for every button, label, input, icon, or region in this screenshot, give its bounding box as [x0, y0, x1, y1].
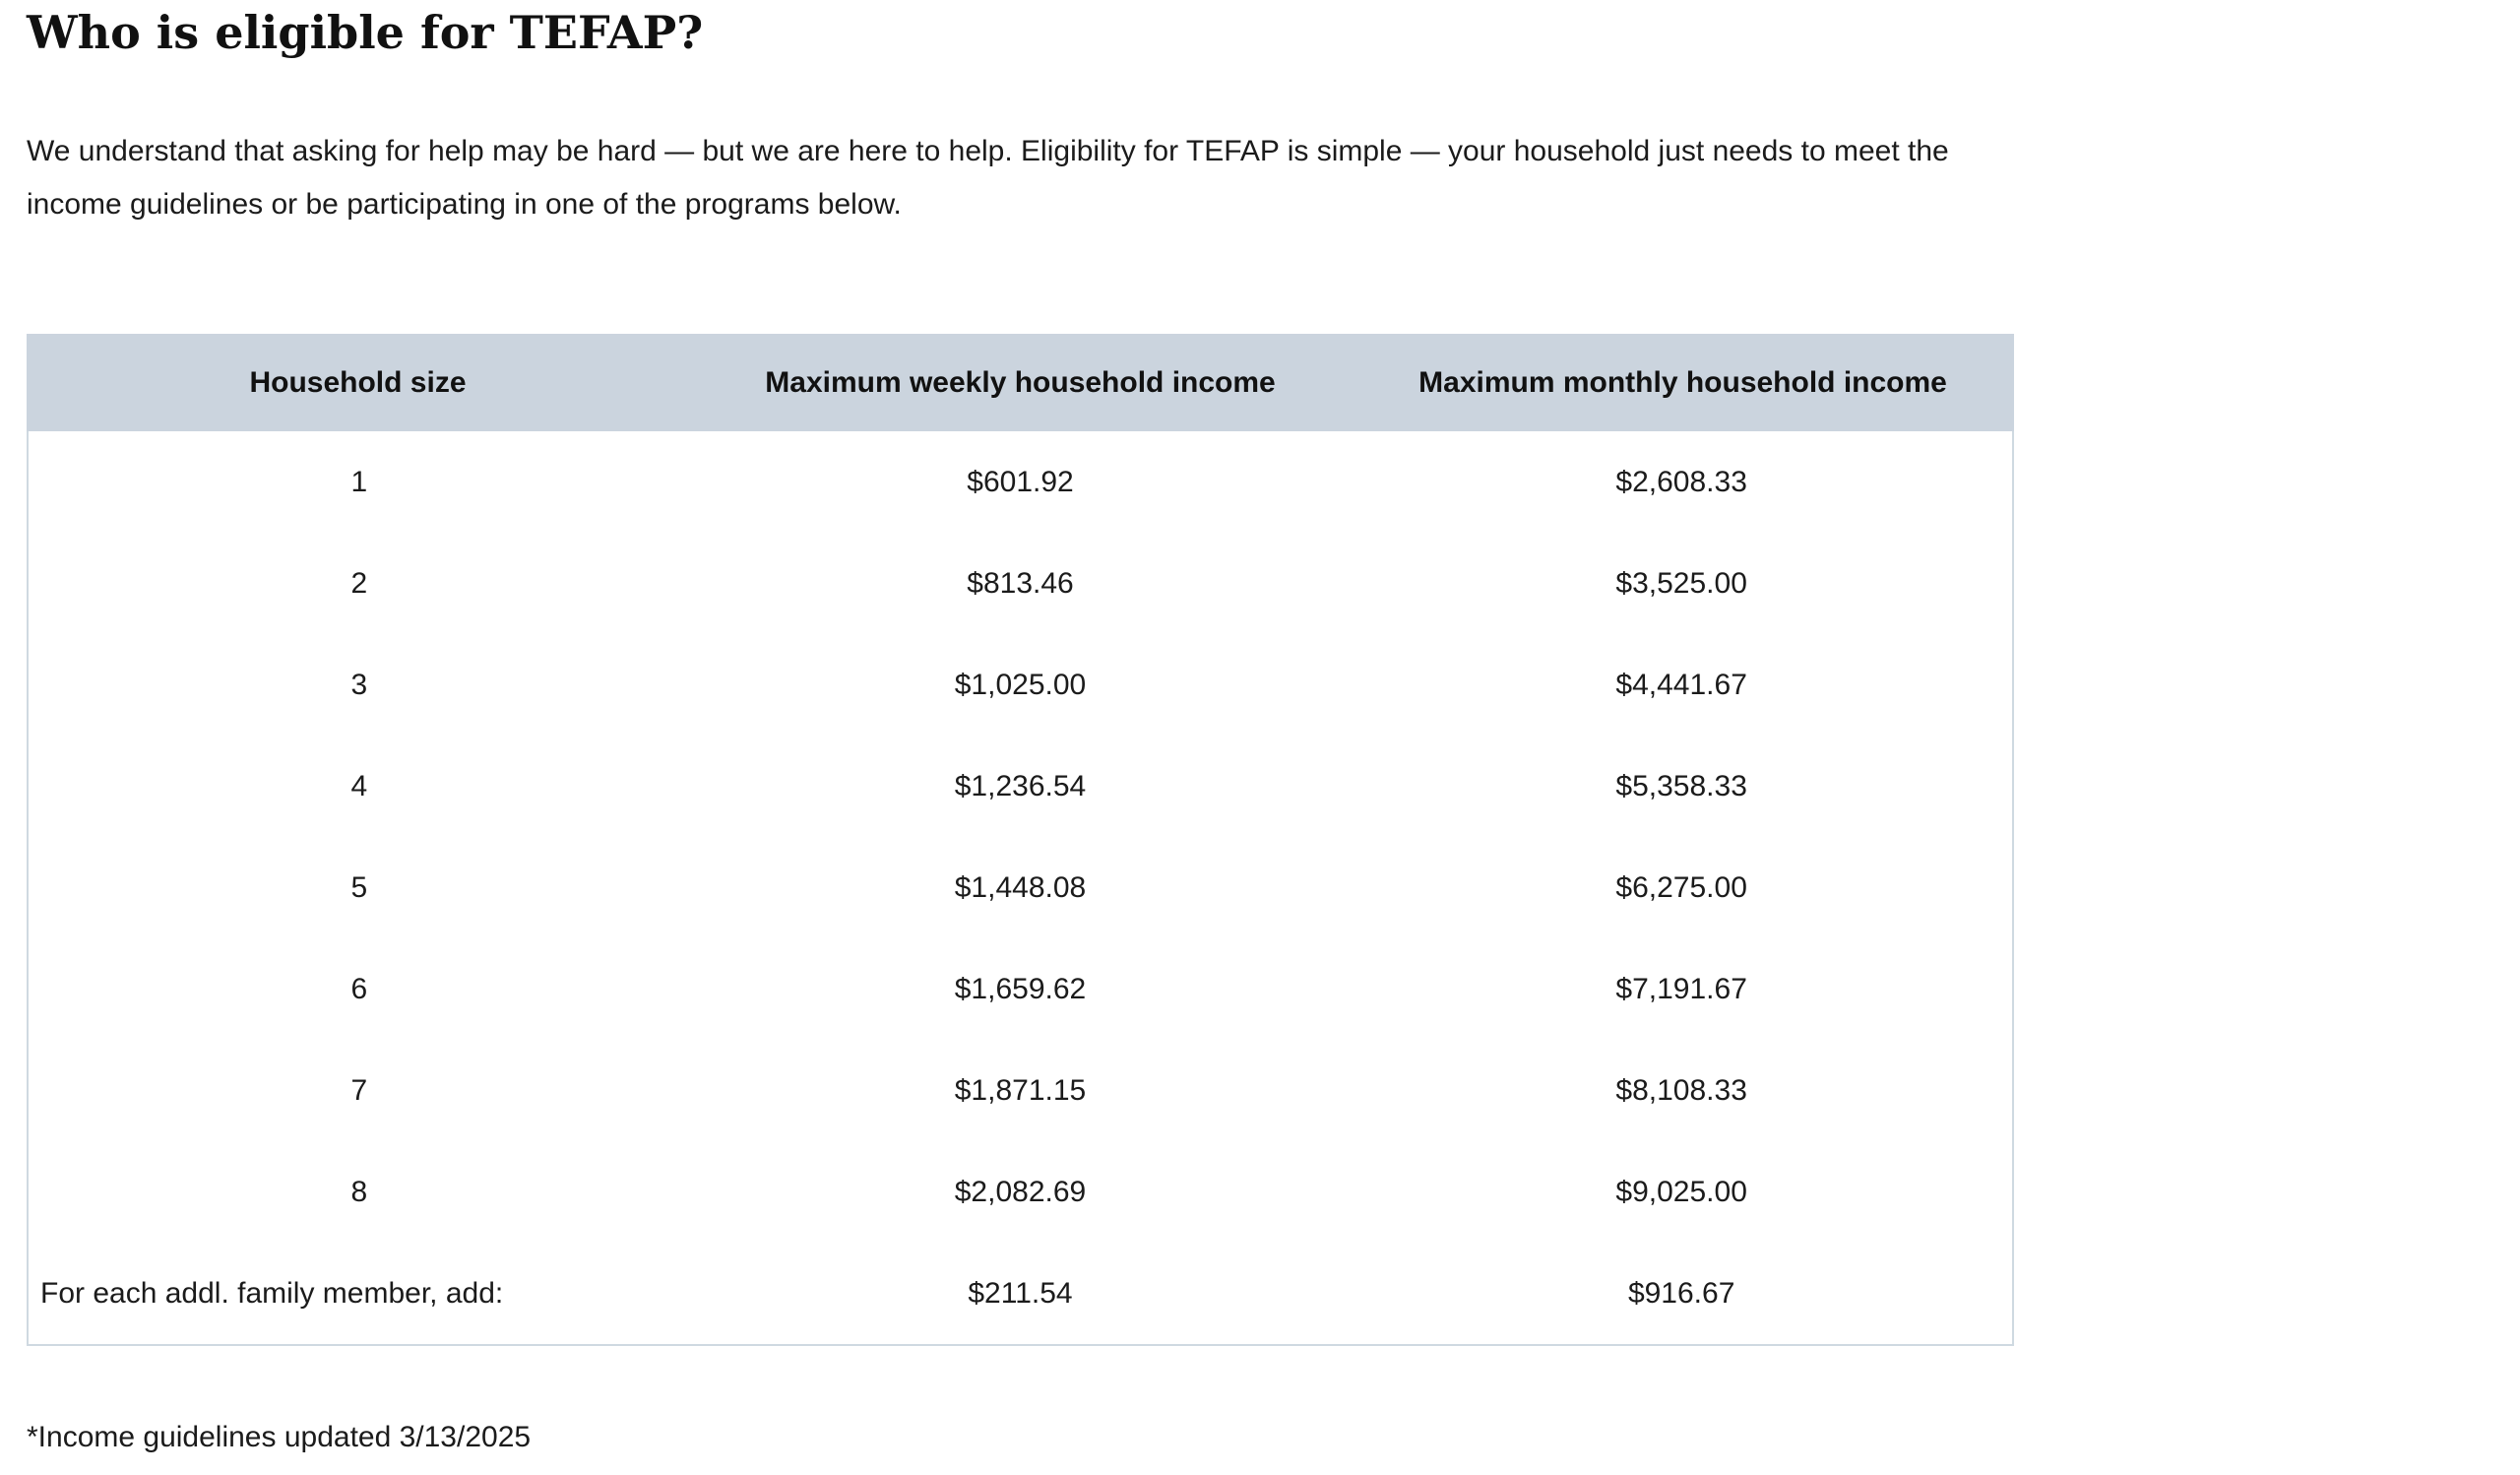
table-cell: $7,191.67 [1615, 972, 1747, 1005]
intro-line-2: income guidelines or be participating in one of the programs below. [27, 188, 902, 222]
intro-paragraph [27, 125, 2490, 231]
income-guidelines-table [27, 334, 2014, 1346]
table-cell: $2,608.33 [1615, 465, 1747, 498]
table-cell: For each addl. family member, add: [40, 1276, 504, 1310]
table-body [27, 431, 2014, 1346]
table-cell: 4 [350, 769, 368, 802]
table-cell: $813.46 [967, 566, 1074, 600]
table-header-row [27, 334, 2014, 431]
table-row [29, 837, 2012, 938]
table-cell: $8,108.33 [1615, 1073, 1747, 1107]
table-cell: 3 [350, 668, 368, 701]
table-cell: $2,082.69 [954, 1175, 1087, 1208]
table-row [29, 1040, 2012, 1141]
table-cell: $6,275.00 [1615, 870, 1747, 904]
table-cell: 7 [350, 1073, 368, 1107]
table-cell: $1,236.54 [954, 769, 1087, 802]
table-row [29, 1243, 2012, 1344]
table-cell: 6 [350, 972, 368, 1005]
column-header-monthly-income: Maximum monthly household income [1418, 365, 1947, 399]
table-cell: $1,871.15 [954, 1073, 1087, 1107]
table-cell: 2 [350, 566, 368, 600]
table-row [29, 533, 2012, 634]
table-cell: $3,525.00 [1615, 566, 1747, 600]
table-cell: $1,025.00 [954, 668, 1087, 701]
table-cell: $1,448.08 [954, 870, 1087, 904]
table-cell: 1 [350, 465, 368, 498]
table-row [29, 431, 2012, 533]
table-cell: $9,025.00 [1615, 1175, 1747, 1208]
table-row [29, 938, 2012, 1040]
table-cell: $4,441.67 [1615, 668, 1747, 701]
income-guidelines-footnote: *Income guidelines updated 3/13/2025 [27, 1421, 532, 1454]
intro-line-1: We understand that asking for help may be hard — but we are here to help. Eligibility for TEFAP is simple — your household just needs to meet the [27, 135, 1949, 168]
table-cell: $916.67 [1627, 1276, 1735, 1310]
table-row [29, 634, 2012, 736]
table-cell: 8 [350, 1175, 368, 1208]
table-cell: 5 [350, 870, 368, 904]
page-title: Who is eligible for TEFAP? [27, 6, 704, 59]
table-cell: $1,659.62 [954, 972, 1087, 1005]
column-header-weekly-income: Maximum weekly household income [765, 365, 1276, 399]
table-cell: $5,358.33 [1615, 769, 1747, 802]
table-row [29, 1141, 2012, 1243]
table-cell: $211.54 [968, 1276, 1073, 1310]
table-cell: $601.92 [967, 465, 1074, 498]
table-row [29, 736, 2012, 837]
column-header-household-size: Household size [249, 365, 467, 399]
